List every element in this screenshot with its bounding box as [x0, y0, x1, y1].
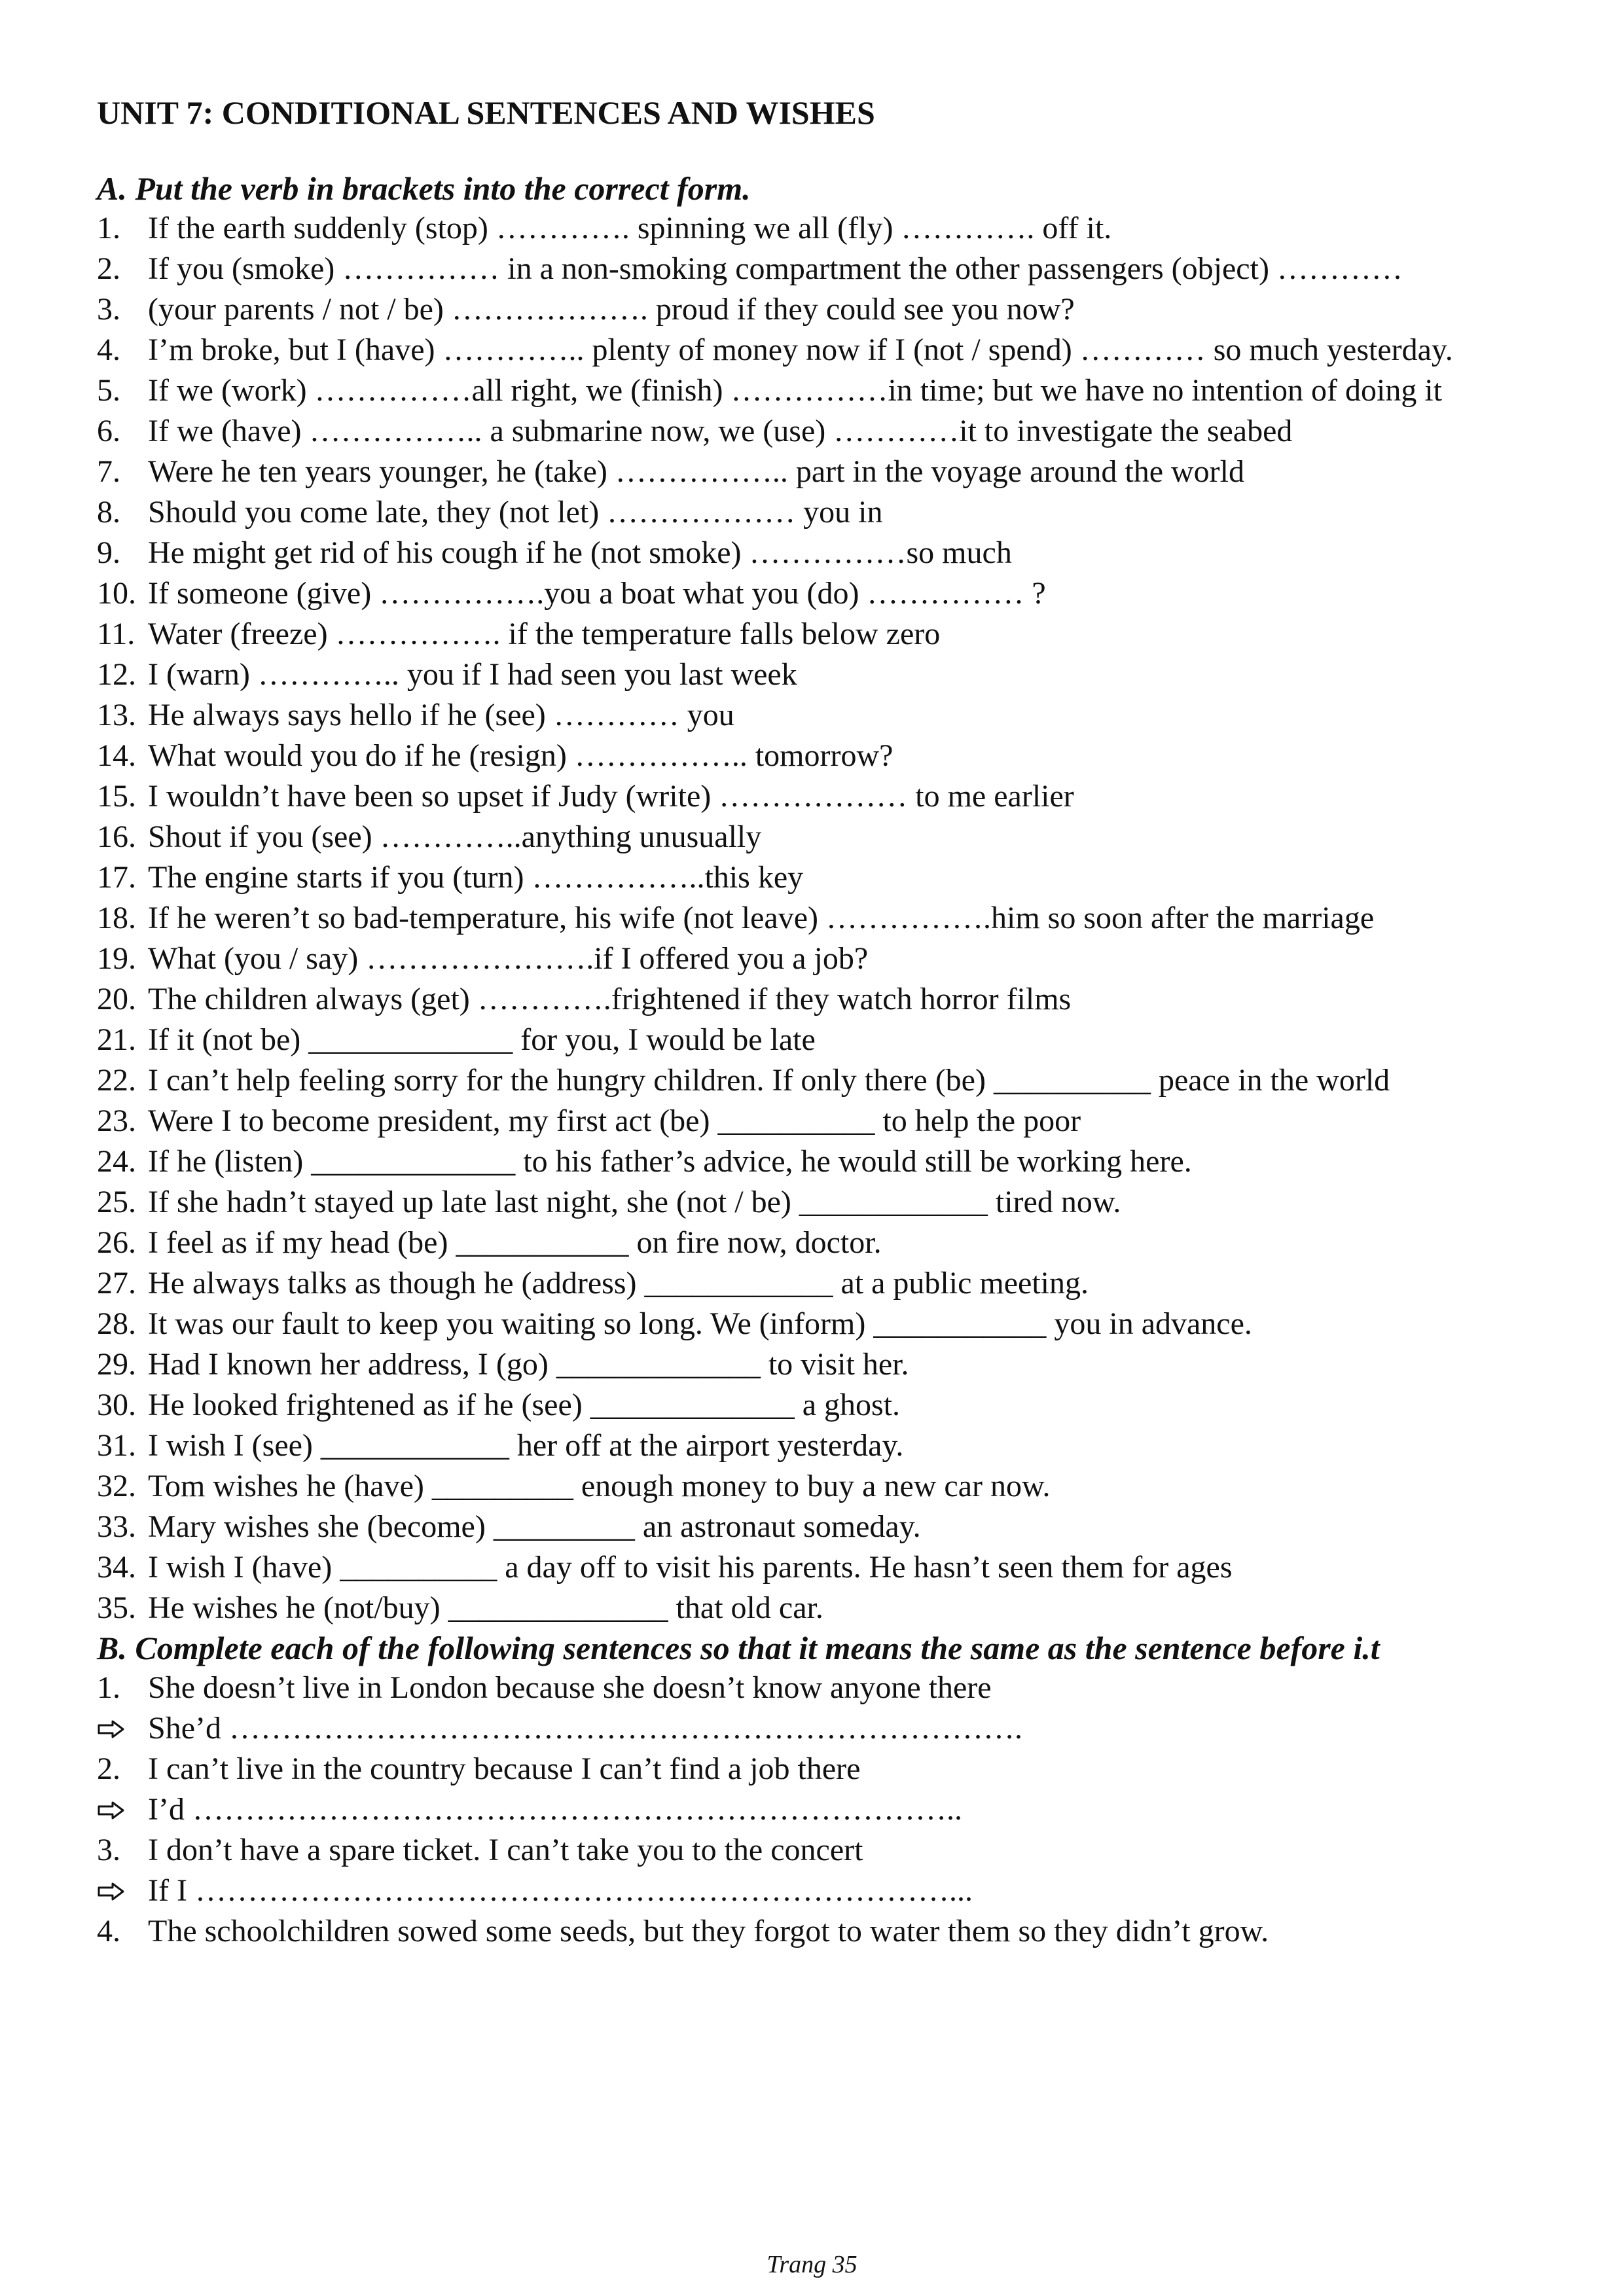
item-text: If he weren’t so bad-temperature, his wife (not leave) …………….him so soon after the marriage [148, 901, 1375, 935]
item-number: 28. [97, 1306, 136, 1341]
item-text: I can’t help feeling sorry for the hungry children. If only there (be) __________ peace in the world [148, 1063, 1390, 1098]
exercise-item [97, 857, 1532, 898]
exercise-item [97, 979, 1532, 1020]
right-arrow-icon [97, 1708, 148, 1749]
item-text: He looked frightened as if he (see) _____________ a ghost. [148, 1388, 901, 1422]
item-number: 16. [97, 819, 136, 854]
answer-line [97, 1789, 1532, 1830]
item-text: It was our fault to keep you waiting so long. We (inform) ___________ you in advance. [148, 1306, 1252, 1341]
item-number: 14. [97, 738, 136, 773]
item-number: 17. [97, 860, 136, 895]
answer-prompt: I’d ……………………………………………………………….. [148, 1792, 962, 1827]
exercise-item [97, 1668, 1532, 1708]
item-number: 13. [97, 698, 136, 732]
exercise-item [97, 1344, 1532, 1385]
item-text: What would you do if he (resign) …………….. tomorrow? [148, 738, 893, 773]
exercise-item [97, 1304, 1532, 1344]
exercise-item [97, 1830, 1532, 1871]
exercise-item [97, 939, 1532, 979]
exercise-item [97, 452, 1532, 492]
item-text: He always says hello if he (see) ………… you [148, 698, 734, 732]
section-a-heading: A. Put the verb in brackets into the correct form. [97, 170, 751, 207]
section-b-list [97, 1668, 1532, 1952]
item-number: 6. [97, 414, 120, 448]
item-text: If we (have) …………….. a submarine now, we (use) …………it to investigate the seabed [148, 414, 1293, 448]
item-text: Water (freeze) ……………. if the temperature falls below zero [148, 617, 941, 651]
exercise-item [97, 1182, 1532, 1223]
exercise-item [97, 289, 1532, 330]
item-number: 7. [97, 454, 120, 489]
item-text: He might get rid of his cough if he (not smoke) ……………so much [148, 535, 1012, 570]
answer-line [97, 1871, 1532, 1911]
item-number: 24. [97, 1144, 136, 1179]
item-number: 22. [97, 1063, 136, 1098]
exercise-item [97, 776, 1532, 817]
item-text: If it (not be) _____________ for you, I would be late [148, 1022, 816, 1057]
page-title: UNIT 7: CONDITIONAL SENTENCES AND WISHES [97, 94, 875, 131]
item-text: I wish I (have) __________ a day off to visit his parents. He hasn’t seen them for ages [148, 1550, 1233, 1585]
item-text: I wish I (see) ____________ her off at the airport yesterday. [148, 1428, 904, 1463]
item-number: 18. [97, 901, 136, 935]
right-arrow-icon [97, 1871, 148, 1911]
exercise-item [97, 614, 1532, 655]
item-number: 15. [97, 779, 136, 814]
exercise-item [97, 1101, 1532, 1141]
item-number: 11. [97, 617, 135, 651]
item-text: If you (smoke) …………… in a non-smoking compartment the other passengers (object) ………… [148, 251, 1403, 286]
item-number: 4. [97, 1914, 120, 1948]
item-number: 3. [97, 292, 120, 327]
exercise-item [97, 1911, 1532, 1952]
item-number: 2. [97, 1751, 120, 1786]
item-text: I don’t have a spare ticket. I can’t take you to the concert [148, 1833, 863, 1867]
exercise-item [97, 655, 1532, 695]
exercise-item [97, 1385, 1532, 1426]
item-text: I wouldn’t have been so upset if Judy (write) ……………… to me earlier [148, 779, 1074, 814]
item-number: 35. [97, 1590, 136, 1625]
item-text: Should you come late, they (not let) ……………… you in [148, 495, 883, 529]
item-text: If we (work) ……………all right, we (finish) ……………in time; but we have no intention of doing it [148, 373, 1442, 408]
item-number: 20. [97, 982, 136, 1016]
worksheet-page [97, 90, 1532, 1952]
exercise-item [97, 695, 1532, 736]
item-number: 12. [97, 657, 136, 692]
exercise-item [97, 1547, 1532, 1588]
exercise-item [97, 330, 1532, 370]
item-number: 1. [97, 1670, 120, 1705]
item-text: She doesn’t live in London because she doesn’t know anyone there [148, 1670, 992, 1705]
right-arrow-icon [97, 1789, 148, 1830]
section-a-list [97, 208, 1532, 1628]
item-text: I can’t live in the country because I can’t find a job there [148, 1751, 861, 1786]
item-number: 32. [97, 1469, 136, 1503]
item-number: 19. [97, 941, 136, 976]
answer-prompt: If I ………………………………………………………………... [148, 1873, 973, 1908]
exercise-item [97, 1749, 1532, 1789]
item-number: 5. [97, 373, 120, 408]
exercise-item [97, 1466, 1532, 1507]
item-text: I’m broke, but I (have) ………….. plenty of money now if I (not / spend) ………… so much yesterday. [148, 332, 1453, 367]
item-text: I feel as if my head (be) ___________ on fire now, doctor. [148, 1225, 882, 1260]
item-text: Were I to become president, my first act (be) __________ to help the poor [148, 1103, 1081, 1138]
exercise-item [97, 208, 1532, 249]
item-text: Mary wishes she (become) _________ an astronaut someday. [148, 1509, 921, 1544]
section-b-heading: B. Complete each of the following sentences so that it means the same as the sentence before i.t [97, 1630, 1380, 1666]
exercise-item [97, 817, 1532, 857]
exercise-item [97, 1141, 1532, 1182]
exercise-item [97, 573, 1532, 614]
item-number: 26. [97, 1225, 136, 1260]
item-number: 9. [97, 535, 120, 570]
exercise-item [97, 492, 1532, 533]
item-number: 3. [97, 1833, 120, 1867]
item-number: 1. [97, 211, 120, 245]
item-text: The engine starts if you (turn) ……………..this key [148, 860, 804, 895]
item-text: If he (listen) _____________ to his father’s advice, he would still be working here. [148, 1144, 1192, 1179]
item-text: If the earth suddenly (stop) …………. spinning we all (fly) …………. off it. [148, 211, 1112, 245]
item-number: 29. [97, 1347, 136, 1382]
item-number: 30. [97, 1388, 136, 1422]
item-text: He wishes he (not/buy) ______________ that old car. [148, 1590, 823, 1625]
exercise-item [97, 1426, 1532, 1466]
exercise-item [97, 533, 1532, 573]
exercise-item [97, 1060, 1532, 1101]
item-number: 21. [97, 1022, 136, 1057]
item-text: If she hadn’t stayed up late last night, she (not / be) ____________ tired now. [148, 1185, 1121, 1219]
answer-prompt: She’d …………………………………………………………………. [148, 1711, 1022, 1746]
item-number: 33. [97, 1509, 136, 1544]
item-text: Shout if you (see) …………..anything unusually [148, 819, 762, 854]
item-number: 25. [97, 1185, 136, 1219]
item-number: 2. [97, 251, 120, 286]
page-number: Trang 35 [767, 2251, 857, 2278]
item-text: The children always (get) ………….frightened if they watch horror films [148, 982, 1072, 1016]
exercise-item [97, 898, 1532, 939]
item-number: 4. [97, 332, 120, 367]
item-text: Tom wishes he (have) _________ enough money to buy a new car now. [148, 1469, 1051, 1503]
item-text: (your parents / not / be) ………………. proud if they could see you now? [148, 292, 1075, 327]
answer-line [97, 1708, 1532, 1749]
item-number: 27. [97, 1266, 136, 1300]
exercise-item [97, 736, 1532, 776]
item-text: What (you / say) ………………….if I offered you a job? [148, 941, 869, 976]
exercise-item [97, 411, 1532, 452]
item-text: The schoolchildren sowed some seeds, but they forgot to water them so they didn’t grow. [148, 1914, 1269, 1948]
item-text: If someone (give) …………….you a boat what you (do) …………… ? [148, 576, 1046, 611]
exercise-item [97, 1020, 1532, 1060]
item-number: 23. [97, 1103, 136, 1138]
exercise-item [97, 1223, 1532, 1263]
item-text: Were he ten years younger, he (take) …………….. part in the voyage around the world [148, 454, 1244, 489]
item-number: 31. [97, 1428, 136, 1463]
exercise-item [97, 249, 1532, 289]
exercise-item [97, 370, 1532, 411]
exercise-item [97, 1507, 1532, 1547]
item-number: 8. [97, 495, 120, 529]
item-number: 10. [97, 576, 136, 611]
item-text: He always talks as though he (address) ____________ at a public meeting. [148, 1266, 1089, 1300]
exercise-item [97, 1263, 1532, 1304]
item-text: Had I known her address, I (go) _____________ to visit her. [148, 1347, 909, 1382]
item-number: 34. [97, 1550, 136, 1585]
item-text: I (warn) ………….. you if I had seen you last week [148, 657, 797, 692]
exercise-item [97, 1588, 1532, 1628]
